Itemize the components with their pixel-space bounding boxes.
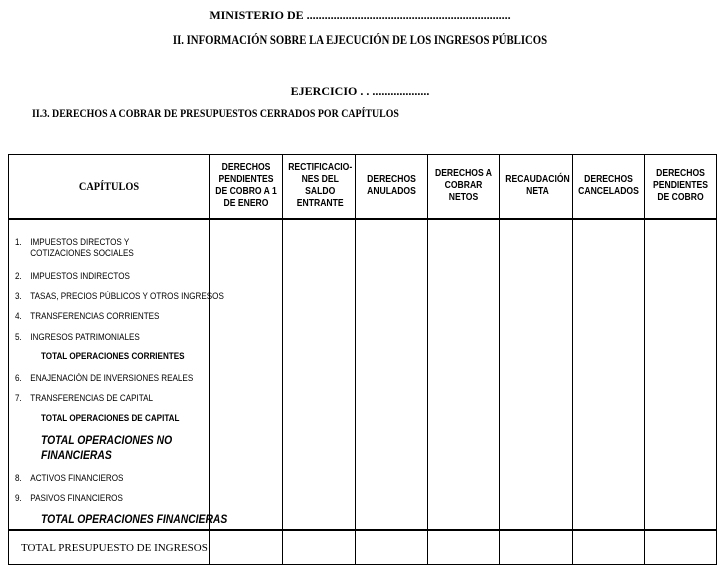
table-cell[interactable] (356, 219, 428, 531)
subtotal-non-financial-operations: TOTAL OPERACIONES NO FINANCIERAS (41, 434, 173, 462)
total-row (9, 530, 717, 564)
subtotal-capital-operations: TOTAL OPERACIONES DE CAPITAL (41, 412, 180, 423)
column-header-rectificaciones: RECTIFICACIO-NES DEL SALDO ENTRANTE (283, 155, 356, 219)
table-cell[interactable] (283, 530, 356, 564)
section-title: II.3. DERECHOS A COBRAR DE PRESUPUESTOS CERRADOS POR CAPÍTULOS (32, 108, 399, 120)
table-cell[interactable] (645, 530, 717, 564)
chapters-list-cell (9, 219, 228, 531)
list-item: 1. IMPUESTOS DIRECTOS Y COTIZACIONES SOCIALES (15, 236, 134, 258)
table-cell[interactable] (428, 219, 500, 531)
column-header-cancelados: DERECHOS CANCELADOS (573, 155, 645, 219)
list-item: 8. ACTIVOS FINANCIEROS (15, 472, 124, 483)
table-cell[interactable] (500, 530, 573, 564)
table-body-row (9, 219, 717, 531)
ministry-line: MINISTERIO DE .................................................................... (209, 8, 511, 22)
list-item: 4. TRANSFERENCIAS CORRIENTES (15, 310, 160, 321)
subtotal-current-operations: TOTAL OPERACIONES CORRIENTES (41, 350, 185, 361)
subtotal-financial-operations: TOTAL OPERACIONES FINANCIERAS (41, 513, 228, 526)
fiscal-year-line: EJERCICIO . . ................... (290, 84, 430, 98)
list-item: 3. TASAS, PRECIOS PÚBLICOS Y OTROS INGRESOS (15, 290, 224, 301)
column-header-pendientes-cobro: DERECHOS PENDIENTES DE COBRO (645, 155, 717, 219)
list-item: 2. IMPUESTOS INDIRECTOS (15, 270, 130, 281)
column-header-recaudacion: RECAUDACIÓN NETA (500, 155, 573, 219)
table-cell[interactable] (645, 219, 717, 531)
list-item: 6. ENAJENACIÓN DE INVERSIONES REALES (15, 372, 194, 383)
column-header-capitulos: CAPÍTULOS (9, 155, 210, 219)
list-item: 7. TRANSFERENCIAS DE CAPITAL (15, 392, 154, 403)
table-cell[interactable] (210, 530, 283, 564)
total-budget-label: TOTAL PRESUPUESTO DE INGRESOS (9, 530, 210, 564)
table-cell[interactable] (573, 219, 645, 531)
table-cell[interactable] (356, 530, 428, 564)
table-cell[interactable] (500, 219, 573, 531)
table-cell[interactable] (428, 530, 500, 564)
column-header-pendientes-enero: DERECHOS PENDIENTES DE COBRO A 1 DE ENERO (210, 155, 283, 219)
table-header-row (9, 155, 717, 219)
column-header-cobrar-netos: DERECHOS A COBRAR NETOS (428, 155, 500, 219)
list-item: 5. INGRESOS PATRIMONIALES (15, 331, 140, 342)
budget-table (8, 154, 717, 565)
table-cell[interactable] (210, 219, 283, 531)
list-item: 9. PASIVOS FINANCIEROS (15, 492, 123, 503)
table-cell[interactable] (573, 530, 645, 564)
report-title: II. INFORMACIÓN SOBRE LA EJECUCIÓN DE LOS INGRESOS PÚBLICOS (172, 33, 548, 47)
table-cell[interactable] (283, 219, 356, 531)
column-header-anulados: DERECHOS ANULADOS (356, 155, 428, 219)
